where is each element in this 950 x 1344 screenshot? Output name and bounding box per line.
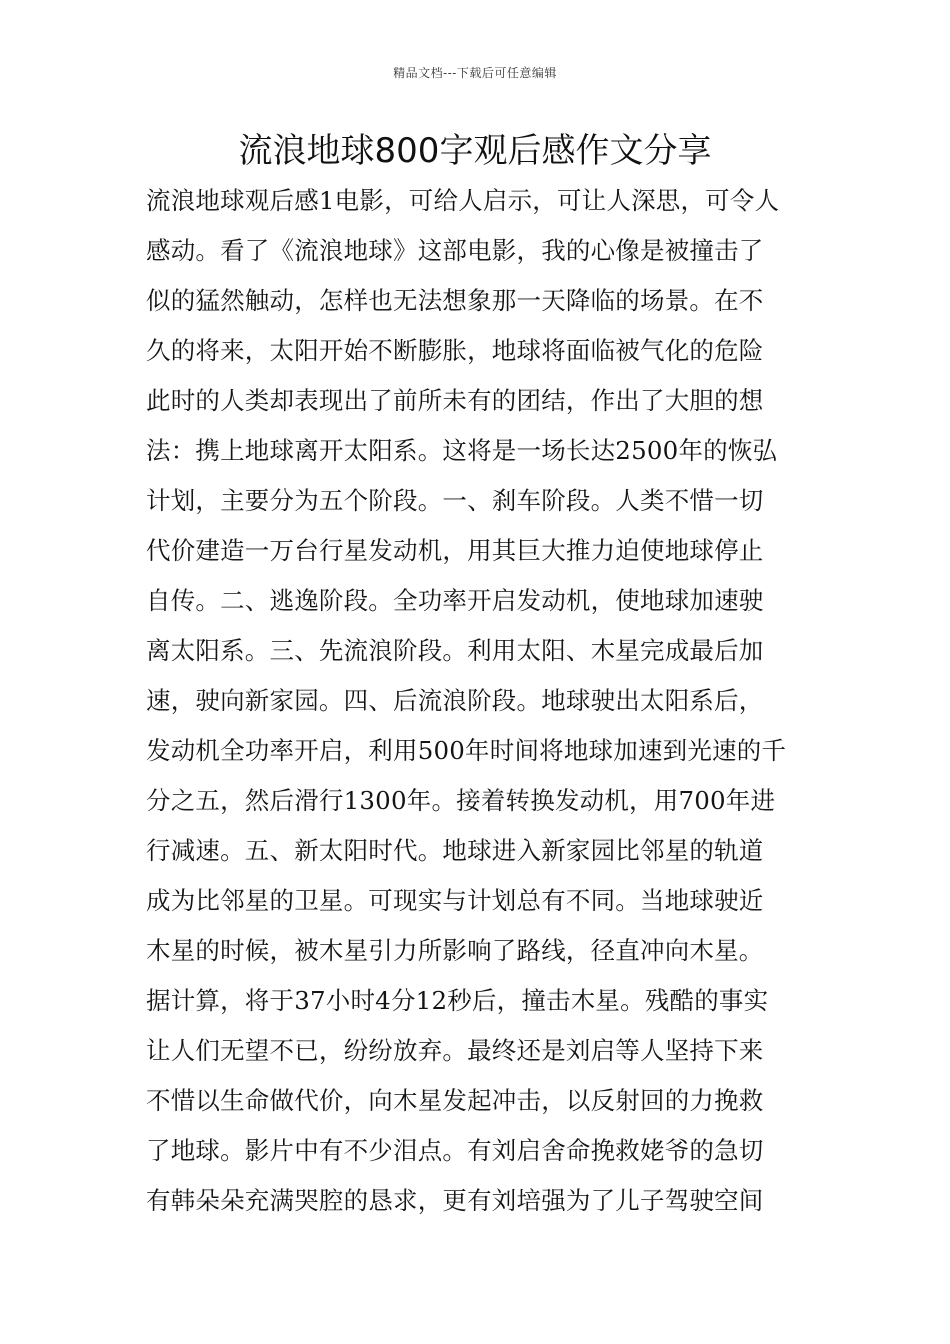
document-title: 流浪地球800字观后感作文分享	[238, 131, 712, 171]
body-line: 成为比邻星的卫星。可现实与计划总有不同。当地球驶近	[146, 886, 764, 915]
body-line: 感动。看了《流浪地球》这部电影，我的心像是被撞击了	[146, 236, 764, 265]
body-line: 据计算，将于37小时4分12秒后，撞击木星。残酷的事实	[146, 986, 769, 1015]
body-line: 久的将来，太阳开始不断膨胀，地球将面临被气化的危险	[146, 336, 764, 365]
body-line: 不惜以生命做代价，向木星发起冲击，以反射回的力挽救	[146, 1086, 764, 1115]
body-line: 木星的时候，被木星引力所影响了路线，径直冲向木星。	[146, 936, 764, 965]
header-note: 精品文档---下载后可任意编辑	[393, 66, 557, 80]
body-line: 计划，主要分为五个阶段。一、刹车阶段。人类不惜一切	[146, 486, 764, 515]
body-line: 法：携上地球离开太阳系。这将是一场长达2500年的恢弘	[146, 436, 778, 465]
body-line: 离太阳系。三、先流浪阶段。利用太阳、木星完成最后加	[146, 636, 764, 665]
body-line: 似的猛然触动，怎样也无法想象那一天降临的场景。在不	[146, 286, 764, 315]
body-line: 代价建造一万台行星发动机，用其巨大推力迫使地球停止	[146, 536, 764, 565]
body-line: 有韩朵朵充满哭腔的恳求，更有刘培强为了儿子驾驶空间	[146, 1186, 764, 1215]
body-line: 此时的人类却表现出了前所未有的团结，作出了大胆的想	[146, 386, 764, 415]
body-text	[146, 176, 810, 1226]
body-line: 速，驶向新家园。四、后流浪阶段。地球驶出太阳系后，	[146, 686, 764, 715]
body-line: 了地球。影片中有不少泪点。有刘启舍命挽救姥爷的急切	[146, 1136, 764, 1165]
body-line: 行减速。五、新太阳时代。地球进入新家园比邻星的轨道	[146, 836, 764, 865]
body-line: 分之五，然后滑行1300年。接着转换发动机，用700年进	[146, 786, 776, 815]
body-line: 让人们无望不已，纷纷放弃。最终还是刘启等人坚持下来	[146, 1036, 764, 1065]
body-line: 流浪地球观后感1电影，可给人启示，可让人深思，可令人	[146, 186, 780, 215]
body-line: 发动机全功率开启，利用500年时间将地球加速到光速的千	[146, 736, 787, 765]
body-line: 自传。二、逃逸阶段。全功率开启发动机，使地球加速驶	[146, 586, 764, 615]
